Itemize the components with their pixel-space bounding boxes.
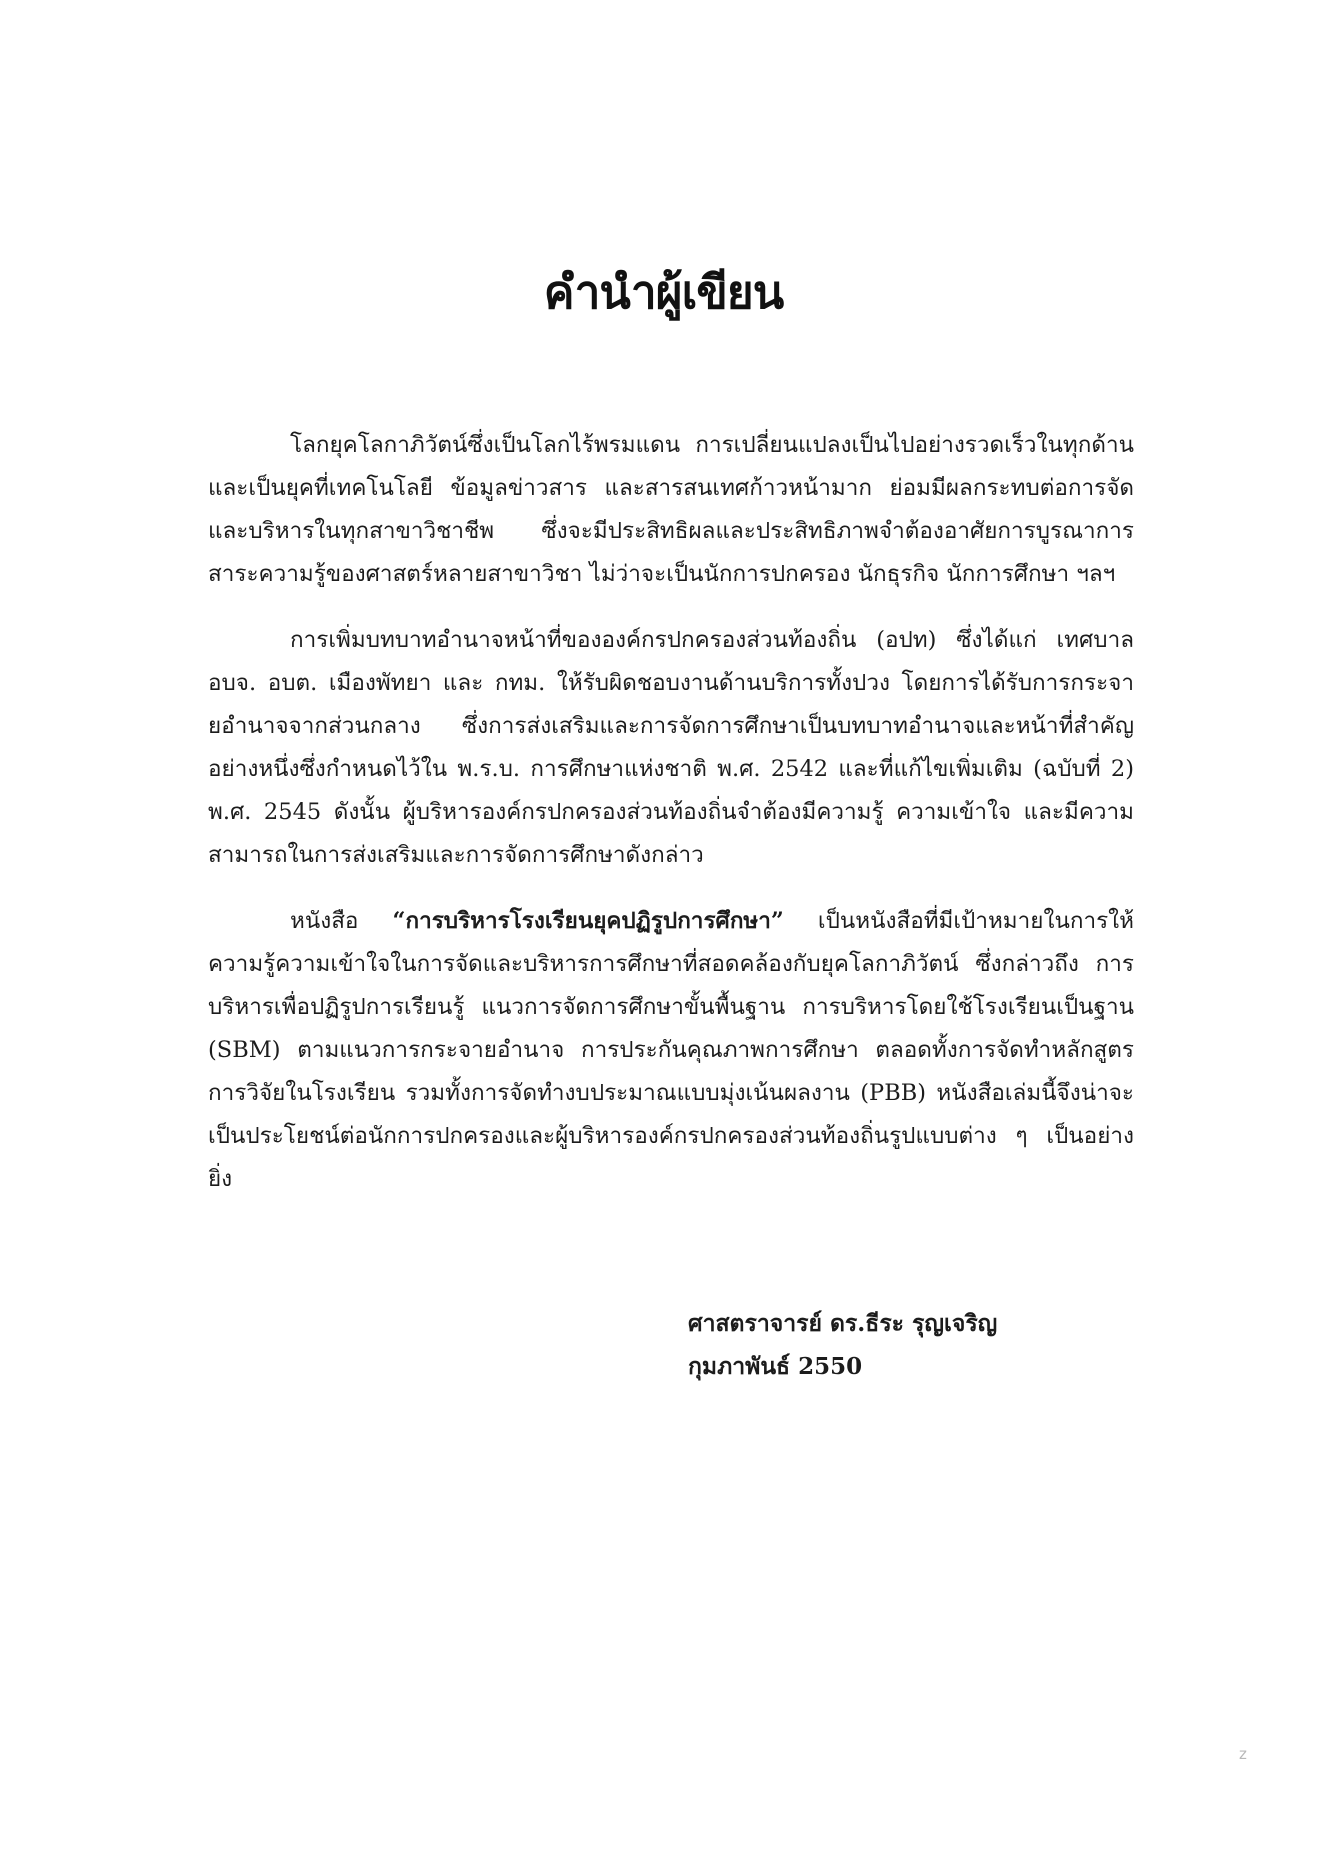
page-title: คำนำผู้เขียน [543, 265, 784, 319]
preface-body [208, 424, 1134, 1224]
paragraph-2: การเพิ่มบทบาทอำนาจหน้าที่ขององค์กรปกครองส่วนท้องถิ่น (อปท) ซึ่งได้แก่ เทศบาล อบจ. อบต. เมืองพัทยา และ กทม. ให้รับผิดชอบงานด้านบริการทั้งปวง โดยการได้รับการกระจายอำนาจจากส่วนกลาง ซึ่งการส่งเสริมและการจัดการศึกษาเป็นบทบาทอำนาจและหน้าที่สำคัญอย่างหนึ่งซึ่งกำหนดไว้ใน พ.ร.บ. การศึกษาแห่งชาติ พ.ศ. 2542 และที่แก้ไขเพิ่มเติม (ฉบับที่ 2) พ.ศ. 2545 ดังนั้น ผู้บริหารองค์กรปกครองส่วนท้องถิ่นจำต้องมีความรู้ ความเข้าใจ และมีความสามารถในการส่งเสริมและการจัดการศึกษาดังกล่าว [208, 627, 1134, 868]
author-name: ศาสตราจารย์ ดร.ธีระ รุญเจริญ [688, 1310, 998, 1337]
paragraph-3-lead: หนังสือ [290, 908, 393, 934]
page-mark: z [1239, 1745, 1247, 1763]
signature-date: กุมภาพันธ์ 2550 [688, 1353, 863, 1380]
book-title-emphasis: “การบริหารโรงเรียนยุคปฏิรูปการศึกษา” [392, 908, 784, 934]
paragraph-3-rest: เป็นหนังสือที่มีเป้าหมายในการให้ความรู้ความเข้าใจในการจัดและบริหารการศึกษาที่สอดคล้องกับยุคโลกาภิวัตน์ ซึ่งกล่าวถึง การบริหารเพื่อปฏิรูปการเรียนรู้ แนวการจัดการศึกษาขั้นพื้นฐาน การบริหารโดยใช้โรงเรียนเป็นฐาน (SBM) ตามแนวการกระจายอำนาจ การประกันคุณภาพการศึกษา ตลอดทั้งการจัดทำหลักสูตร การวิจัยในโรงเรียน รวมทั้งการจัดทำงบประมาณแบบมุ่งเน้นผลงาน (PBB) หนังสือเล่มนี้จึงน่าจะเป็นประโยชน์ต่อนักการปกครองและผู้บริหารองค์กรปกครองส่วนท้องถิ่นรูปแบบต่าง ๆ เป็นอย่างยิ่ง [208, 908, 1134, 1192]
signature-block [688, 1302, 997, 1388]
paragraph-1: โลกยุคโลกาภิวัตน์ซึ่งเป็นโลกไร้พรมแดน การเปลี่ยนแปลงเป็นไปอย่างรวดเร็วในทุกด้าน และเป็นยุคที่เทคโนโลยี ข้อมูลข่าวสาร และสารสนเทศก้าวหน้ามาก ย่อมมีผลกระทบต่อการจัดและบริหารในทุกสาขาวิชาชีพ ซึ่งจะมีประสิทธิผลและประสิทธิภาพจำต้องอาศัยการบูรณาการสาระความรู้ของศาสตร์หลายสาขาวิชา ไม่ว่าจะเป็นนักการปกครอง นักธุรกิจ นักการศึกษา ฯลฯ [208, 432, 1134, 587]
paragraph-3 [208, 900, 1134, 1201]
